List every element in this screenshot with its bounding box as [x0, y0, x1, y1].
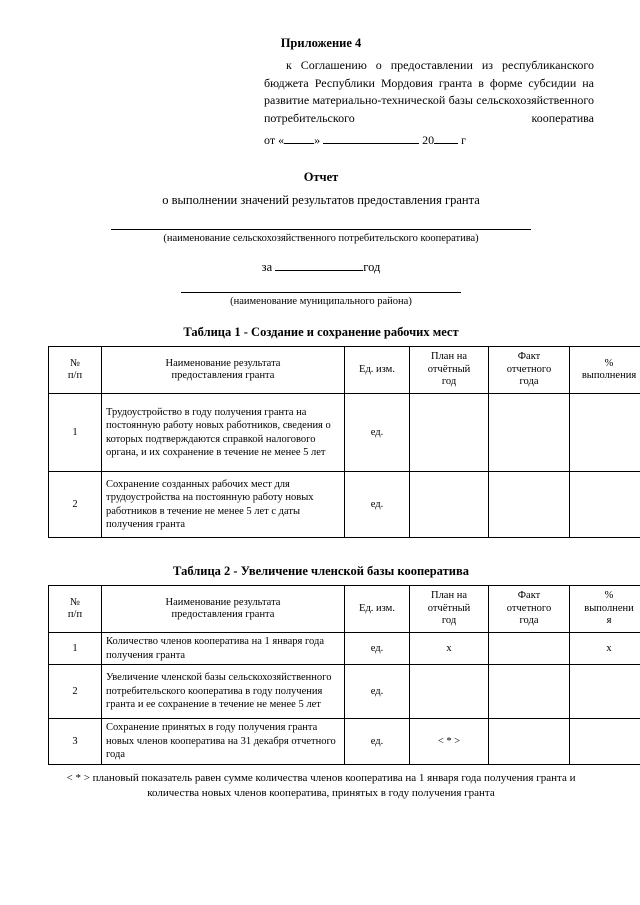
table2-header-name-line2: предоставления гранта: [171, 609, 275, 620]
table2-header-pct: [570, 586, 640, 633]
date-day-blank[interactable]: [284, 143, 314, 144]
table1-body: [49, 394, 640, 538]
table-row: [49, 633, 640, 665]
table2-header-plan: [410, 586, 489, 633]
document-content: [48, 36, 637, 801]
table1-row1-plan[interactable]: [410, 394, 489, 472]
table1-row2-name: Сохранение созданных рабочих мест для трудоустройства на постоянную работу новых работников в течение не менее 5 лет с даты получения гранта: [102, 472, 345, 538]
table2-row3-fact[interactable]: [489, 719, 570, 765]
table1-header-fact: [489, 347, 570, 394]
table2-row2-num: 2: [49, 665, 102, 719]
table1-row2-pct[interactable]: [570, 472, 640, 538]
table2-header-name-line1: Наименование результата: [165, 596, 281, 608]
table2-row2-plan[interactable]: [410, 665, 489, 719]
table2-body: [49, 633, 640, 765]
date-year: 20: [419, 133, 435, 147]
table1-row2-unit: ед.: [345, 472, 410, 538]
table1-header-num: [49, 347, 102, 394]
year-blank[interactable]: [275, 270, 363, 271]
table2-header-fact: [489, 586, 570, 633]
table2-header-fact-line2: отчетного: [506, 602, 552, 614]
table1-header-num-line1: №: [69, 357, 81, 369]
table2-footnote: < * > плановый показатель равен сумме количества членов кооператива на 1 января года получения гранта и количества новых членов кооператива, принятых в году получения гранта: [66, 771, 576, 799]
table1-header-plan: [410, 347, 489, 394]
table1-head: [49, 347, 640, 394]
table2-head: [49, 586, 640, 633]
district-name-caption: (наименование муниципального района): [230, 296, 412, 307]
agreement-date-line: [264, 133, 594, 148]
table1-header-name: [102, 347, 345, 394]
table-row: [49, 665, 640, 719]
table1-row1-pct[interactable]: [570, 394, 640, 472]
report-title: Отчет: [303, 170, 339, 184]
table1-caption: Таблица 1 - Создание и сохранение рабочих мест: [183, 325, 459, 339]
table2-header-pct-line1: %: [604, 590, 614, 602]
year-label: за: [261, 260, 273, 274]
table1-header-name-line1: Наименование результата: [165, 357, 281, 369]
table2-header-num-line2: п/п: [67, 609, 83, 620]
year-suffix: год: [363, 260, 381, 274]
table1-header-pct: [570, 347, 640, 394]
preamble-paragraph: [264, 57, 594, 127]
coop-name-caption: (наименование сельскохозяйственного потребительского кооператива): [163, 233, 479, 244]
table2-row3-pct[interactable]: [570, 719, 640, 765]
table1-header-num-line2: п/п: [67, 370, 83, 381]
date-mid: »: [314, 133, 324, 147]
table1-row1-fact[interactable]: [489, 394, 570, 472]
table2-header-plan-line1: План на: [430, 590, 467, 602]
table2-row3-unit: ед.: [345, 719, 410, 765]
table2-row1-unit: ед.: [345, 633, 410, 665]
year-line: [48, 260, 594, 275]
table1-row2-fact[interactable]: [489, 472, 570, 538]
table1-header-plan-line1: План на: [430, 351, 467, 363]
table2-header-num: [49, 586, 102, 633]
table2-row2-pct[interactable]: [570, 665, 640, 719]
table1: [48, 346, 640, 538]
table2-header-unit: Ед. изм.: [345, 586, 410, 633]
date-year-blank[interactable]: [434, 143, 458, 144]
table2-row1-name: Количество членов кооператива на 1 января года получения гранта: [102, 633, 345, 665]
table2-header-name: [102, 586, 345, 633]
table2-caption: Таблица 2 - Увеличение членской базы кооператива: [173, 564, 469, 578]
table2-header-pct-line3: я: [606, 615, 612, 627]
table1-header-plan-line3: год: [441, 376, 457, 388]
table1-row2-plan[interactable]: [410, 472, 489, 538]
table2-header-plan-line3: год: [441, 615, 457, 627]
table2-header-fact-line1: Факт: [517, 590, 541, 602]
date-suffix: г: [458, 133, 467, 147]
table1-header-fact-line2: отчетного: [506, 363, 552, 375]
table1-header-fact-line3: года: [519, 376, 539, 388]
table-row: [49, 394, 640, 472]
coop-name-blank[interactable]: [111, 228, 531, 230]
table2-row2-name: Увеличение членской базы сельскохозяйственного потребительского кооператива в году получения гранта и ее сохранение в течение не менее 5 лет: [102, 665, 345, 719]
table2-row1-plan[interactable]: х: [410, 633, 489, 665]
table1-row2-num: 2: [49, 472, 102, 538]
date-prefix: от «: [264, 133, 285, 147]
appendix-title: Приложение 4: [280, 36, 362, 50]
report-subtitle: о выполнении значений результатов предоставления гранта: [162, 193, 480, 207]
table1-header-pct-line2: выполнения: [581, 370, 637, 381]
table2-row2-unit: ед.: [345, 665, 410, 719]
table2-row2-fact[interactable]: [489, 665, 570, 719]
table1-header-name-line2: предоставления гранта: [171, 370, 275, 381]
table-header-row: [49, 347, 640, 394]
table-header-row: [49, 586, 640, 633]
table2-header-plan-line2: отчётный: [427, 602, 471, 614]
table2-row3-name: Сохранение принятых в году получения гранта новых членов кооператива на 31 декабря отчетного года: [102, 719, 345, 765]
table2-row1-fact[interactable]: [489, 633, 570, 665]
table1-row1-num: 1: [49, 394, 102, 472]
table2-row1-num: 1: [49, 633, 102, 665]
table1-row1-name: Трудоустройство в году получения гранта на постоянную работу новых работников, сведения о которых подтверждаются справкой налогового органа, и их сохранение в течение не менее 5 лет: [102, 394, 345, 472]
table1-header-unit: Ед. изм.: [345, 347, 410, 394]
table2-header-fact-line3: года: [519, 615, 539, 627]
table2-header-num-line1: №: [69, 596, 81, 608]
table2-row1-pct[interactable]: х: [570, 633, 640, 665]
table2-row3-num: 3: [49, 719, 102, 765]
table2-header-pct-line2: выполнени: [584, 602, 634, 614]
table-row: [49, 719, 640, 765]
table2-row3-plan[interactable]: < * >: [410, 719, 489, 765]
table-row: [49, 472, 640, 538]
table1-header-pct-line1: %: [604, 357, 614, 369]
table1-header-fact-line1: Факт: [517, 351, 541, 363]
table1-row1-unit: ед.: [345, 394, 410, 472]
district-name-blank[interactable]: [181, 291, 461, 293]
table1-header-plan-line2: отчётный: [427, 363, 471, 375]
preamble-text: к Соглашению о предоставлении из республиканского бюджета Республики Мордовия гранта в форме субсидии на развитие материально-технической базы сельскохозяйственного потребительского кооператива: [264, 58, 594, 125]
date-month-blank[interactable]: [323, 143, 419, 144]
table2: [48, 585, 640, 765]
